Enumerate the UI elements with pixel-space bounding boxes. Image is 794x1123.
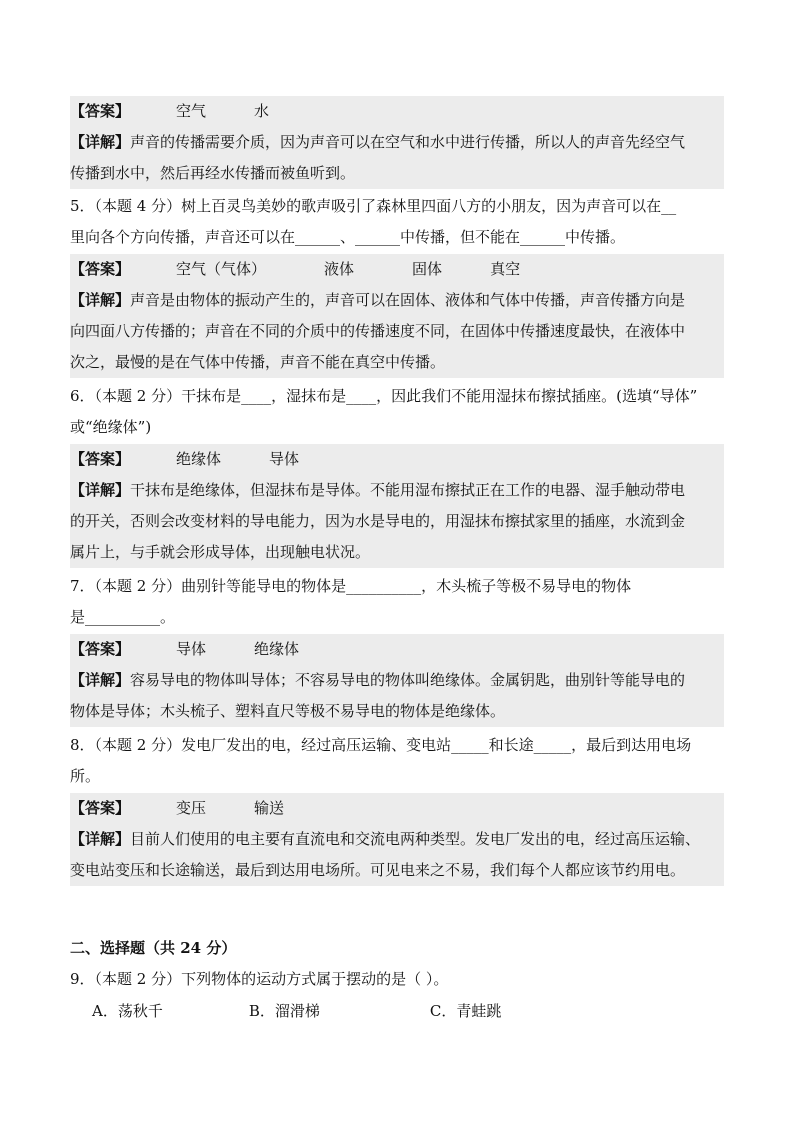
explanation-text: 变电站变压和长途输送，最后到达用电场所。可见电来之不易，我们每个人都应该节约用电。: [70, 861, 686, 879]
answer-value: 导体: [269, 450, 300, 468]
answer-value: 空气: [176, 102, 207, 120]
explanation-line: [70, 316, 724, 347]
question-text: 9．（本题 2 分）下列物体的运动方式属于摆动的是（ ）。: [70, 970, 449, 988]
question-line: [70, 222, 724, 253]
explanation-tag: 【详解】: [70, 481, 131, 499]
question-text: 6．（本题 2 分）干抹布是____，湿抹布是____，因此我们不能用湿抹布擦拭插座。(选填“导体”: [70, 387, 698, 405]
explanation-line: [70, 537, 724, 568]
explanation-line: [70, 127, 724, 158]
section-heading: 二、选择题（共 24 分）: [70, 939, 237, 957]
explanation-line: [70, 855, 724, 886]
explanation-text: 容易导电的物体叫导体；不容易导电的物体叫绝缘体。金属钥匙，曲别针等能导电的: [130, 671, 686, 689]
explanation-text: 声音是由物体的振动产生的，声音可以在固体、液体和气体中传播，声音传播方向是: [130, 291, 686, 309]
explanation-line: [70, 347, 724, 378]
answer-value: 空气（气体）: [176, 260, 267, 278]
question-text: 5．（本题 4 分）树上百灵鸟美妙的歌声吸引了森林里四面八方的小朋友，因为声音可以在__: [70, 197, 677, 215]
question-line: [70, 191, 724, 222]
question-line: [70, 964, 724, 995]
question-text: 或“绝缘体”): [70, 418, 152, 436]
explanation-tag: 【详解】: [70, 830, 131, 848]
explanation-text: 目前人们使用的电主要有直流电和交流电两种类型。发电厂发出的电，经过高压运输、: [130, 830, 701, 848]
explanation-text: 向四面八方传播的；声音在不同的介质中的传播速度不同，在固体中传播速度最快，在液体中: [70, 322, 686, 340]
answer-tag: 【答案】: [70, 450, 131, 468]
explanation-text: 属片上，与手就会形成导体，出现触电状况。: [70, 543, 371, 561]
question-line: [70, 730, 724, 761]
option-a[interactable]: A．荡秋千: [92, 1002, 163, 1020]
explanation-line: [70, 824, 724, 855]
explanation-line: [70, 475, 724, 506]
question-line: [70, 761, 724, 792]
answer-tag: 【答案】: [70, 640, 131, 658]
explanation-text: 物体是导体；木头梳子、塑料直尺等极不易导电的物体是绝缘体。: [70, 702, 506, 720]
options-row: [70, 996, 724, 1027]
answer-value: 绝缘体: [176, 450, 222, 468]
question-text: 是__________。: [70, 608, 176, 626]
question-line: [70, 602, 724, 633]
explanation-text: 声音的传播需要介质，因为声音可以在空气和水中进行传播，所以人的声音先经空气: [130, 133, 686, 151]
option-c[interactable]: C．青蛙跳: [429, 1002, 502, 1020]
question-line: [70, 381, 724, 412]
answer-line: [70, 254, 724, 285]
option-b[interactable]: B．溜滑梯: [248, 1002, 320, 1020]
answer-value: 输送: [254, 799, 285, 817]
answer-tag: 【答案】: [70, 799, 131, 817]
explanation-line: [70, 285, 724, 316]
answer-tag: 【答案】: [70, 102, 131, 120]
answer-value: 变压: [176, 799, 207, 817]
answer-value: 导体: [176, 640, 207, 658]
explanation-text: 的开关，否则会改变材料的导电能力，因为水是导电的，用湿抹布擦拭家里的插座，水流到金: [70, 512, 686, 530]
question-line: [70, 412, 724, 443]
answer-line: [70, 96, 724, 127]
explanation-line: [70, 665, 724, 696]
answer-value: 真空: [490, 260, 521, 278]
explanation-tag: 【详解】: [70, 133, 131, 151]
answer-value: 水: [254, 102, 270, 120]
explanation-tag: 【详解】: [70, 291, 131, 309]
question-line: [70, 571, 724, 602]
explanation-text: 传播到水中，然后再经水传播而被鱼听到。: [70, 164, 356, 182]
question-text: 8．（本题 2 分）发电厂发出的电，经过高压运输、变电站_____和长途_____，最后到达用电场: [70, 736, 692, 754]
explanation-line: [70, 158, 724, 189]
explanation-text: 次之，最慢的是在气体中传播，声音不能在真空中传播。: [70, 353, 446, 371]
question-text: 所。: [70, 767, 101, 785]
explanation-line: [70, 696, 724, 727]
explanation-text: 干抹布是绝缘体，但湿抹布是导体。不能用湿布擦拭正在工作的电器、湿手触动带电: [130, 481, 686, 499]
answer-value: 液体: [324, 260, 355, 278]
answer-line: [70, 444, 724, 475]
answer-value: 固体: [412, 260, 443, 278]
explanation-line: [70, 506, 724, 537]
question-text: 里向各个方向传播，声音还可以在______、______中传播，但不能在______中传播。: [70, 228, 626, 246]
answer-line: [70, 634, 724, 665]
answer-value: 绝缘体: [254, 640, 300, 658]
question-text: 7．（本题 2 分）曲别针等能导电的物体是__________，木头梳子等极不易导电的物体: [70, 577, 632, 595]
answer-tag: 【答案】: [70, 260, 131, 278]
answer-line: [70, 793, 724, 824]
explanation-tag: 【详解】: [70, 671, 131, 689]
